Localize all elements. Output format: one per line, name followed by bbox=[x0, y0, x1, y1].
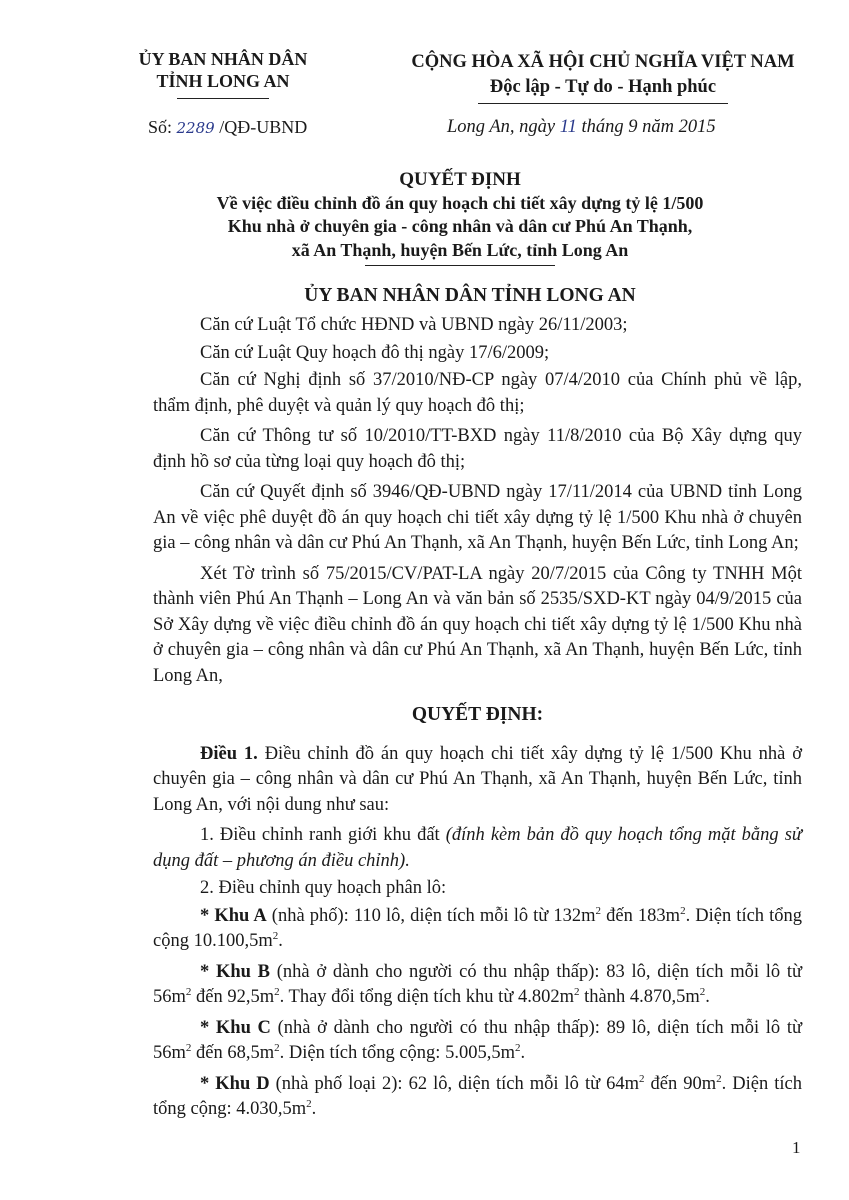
nation-underline bbox=[478, 103, 728, 104]
article-1-item-2: 2. Điều chỉnh quy hoạch phân lô: bbox=[200, 878, 447, 898]
zone-a: * Khu A (nhà phố): 110 lô, diện tích mỗi lô từ $132m^2$ đến $183m^2$. Diện tích tổng cộng $10.100,5m^2$. bbox=[153, 904, 803, 951]
legal-basis-5: Căn cứ Quyết định số 3946/QĐ-UBND ngày 17/11/2014 của UBND tỉnh Long An về việc phê duyệt đồ án quy hoạch chi tiết xây dựng tỷ lệ 1/500 Khu nhà ở chuyên gia – công nhân và dân cư Phú An Thạnh, xã An Thạnh, huyện Bến Lức, tỉnh Long An; bbox=[153, 482, 802, 553]
document-number bbox=[148, 117, 307, 138]
date-prefix: Long An, ngày bbox=[447, 117, 556, 137]
legal-basis-1: Căn cứ Luật Tổ chức HĐND và UBND ngày 26/11/2003; bbox=[200, 315, 628, 335]
article-1-item-1 bbox=[153, 823, 802, 874]
nation-line1: CỘNG HÒA XÃ HỘI CHỦ NGHĨA VIỆT NAM bbox=[411, 52, 795, 72]
title-line3: xã An Thạnh, huyện Bến Lức, tỉnh Long An bbox=[291, 239, 629, 260]
article-1-text: Điều chỉnh đồ án quy hoạch chi tiết xây dựng tỷ lệ 1/500 Khu nhà ở chuyên gia – công nhân và dân cư Phú An Thạnh, xã An Thạnh, huyện Bến Lức, tỉnh Long An, với nội dung như sau: bbox=[153, 743, 803, 815]
date-day-handwritten: 11 bbox=[559, 117, 577, 137]
date-suffix: tháng 9 năm 2015 bbox=[581, 117, 716, 137]
legal-basis-4: Căn cứ Thông tư số 10/2010/TT-BXD ngày 11/8/2010 của Bộ Xây dựng quy định hồ sơ của từng loại quy hoạch đô thị; bbox=[153, 426, 802, 472]
issue-date bbox=[447, 117, 716, 138]
zone-c: * Khu C (nhà ở dành cho người có thu nhập thấp): 89 lô, diện tích mỗi lô từ $56m^2$ đến $68,5m^2$. Diện tích tổng cộng: $5.005,5m^2$. bbox=[153, 1017, 803, 1063]
agency-line2: TỈNH LONG AN bbox=[156, 71, 290, 91]
agency-line1: ỦY BAN NHÂN DÂN bbox=[138, 49, 308, 69]
zone-b-label: * Khu B bbox=[200, 961, 271, 982]
decision-heading: QUYẾT ĐỊNH: bbox=[411, 704, 544, 725]
nation-header bbox=[398, 50, 808, 104]
decision-title bbox=[150, 168, 770, 266]
zone-b: * Khu B (nhà ở dành cho người có thu nhập thấp): 83 lô, diện tích mỗi lô từ $56m^2$ đến $92,5m^2$. Thay đổi tổng diện tích khu từ $4.802m^2$ thành $4.870,5m^2$. bbox=[153, 961, 803, 1007]
item-1-text: 1. Điều chỉnh ranh giới khu đất bbox=[200, 825, 446, 845]
doc-no-suffix: /QĐ-UBND bbox=[219, 117, 308, 137]
doc-no-prefix: Số: bbox=[148, 117, 173, 137]
page-number: 1 bbox=[792, 1138, 801, 1157]
title-underline bbox=[365, 265, 555, 266]
agency-header bbox=[118, 48, 328, 99]
zone-c-label: * Khu C bbox=[200, 1017, 271, 1038]
zone-d-label: * Khu D bbox=[200, 1073, 270, 1094]
legal-basis-3: Căn cứ Nghị định số 37/2010/NĐ-CP ngày 07/4/2010 của Chính phủ về lập, thẩm định, phê duyệt và quản lý quy hoạch đô thị; bbox=[153, 370, 802, 416]
nation-motto: Độc lập - Tự do - Hạnh phúc bbox=[489, 77, 717, 97]
title-line2: Khu nhà ở chuyên gia - công nhân và dân cư Phú An Thạnh, bbox=[227, 216, 693, 236]
document-body bbox=[153, 313, 802, 1128]
title-line1: Về việc điều chỉnh đồ án quy hoạch chi tiết xây dựng tỷ lệ 1/500 bbox=[216, 192, 704, 213]
article-1-label: Điều 1. bbox=[200, 743, 258, 764]
legal-basis-2: Căn cứ Luật Quy hoạch đô thị ngày 17/6/2009; bbox=[200, 342, 550, 363]
zone-d: * Khu D (nhà phố loại 2): 62 lô, diện tích mỗi lô từ $64m^2$ đến $90m^2$. Diện tích tổng cộng: $4.030,5m^2$. bbox=[153, 1072, 803, 1119]
doc-no-handwritten: 2289 bbox=[176, 119, 215, 137]
legal-basis-6: Xét Tờ trình số 75/2015/CV/PAT-LA ngày 20/7/2015 của Công ty TNHH Một thành viên Phú An Thạnh – Long An và văn bản số 2535/SXD-KT ngày 04/9/2015 của Sở Xây dựng về việc điều chỉnh đồ án quy hoạch chi tiết xây dựng tỷ lệ 1/500 Khu nhà ở chuyên gia – công nhân và dân cư Phú An Thạnh, xã An Thạnh, huyện Bến Lức, tỉnh Long An, bbox=[153, 563, 802, 686]
zone-a-label: * Khu A bbox=[200, 905, 267, 926]
decision-kind: QUYẾT ĐỊNH bbox=[399, 169, 521, 190]
article-1 bbox=[153, 742, 802, 819]
item-1-note: (đính kèm bản đồ quy hoạch tổng mặt bằng sử dụng đất – phương án điều chỉnh). bbox=[153, 825, 802, 871]
agency-underline bbox=[177, 98, 269, 99]
issuer-heading: ỦY BAN NHÂN DÂN TỈNH LONG AN bbox=[304, 285, 636, 306]
